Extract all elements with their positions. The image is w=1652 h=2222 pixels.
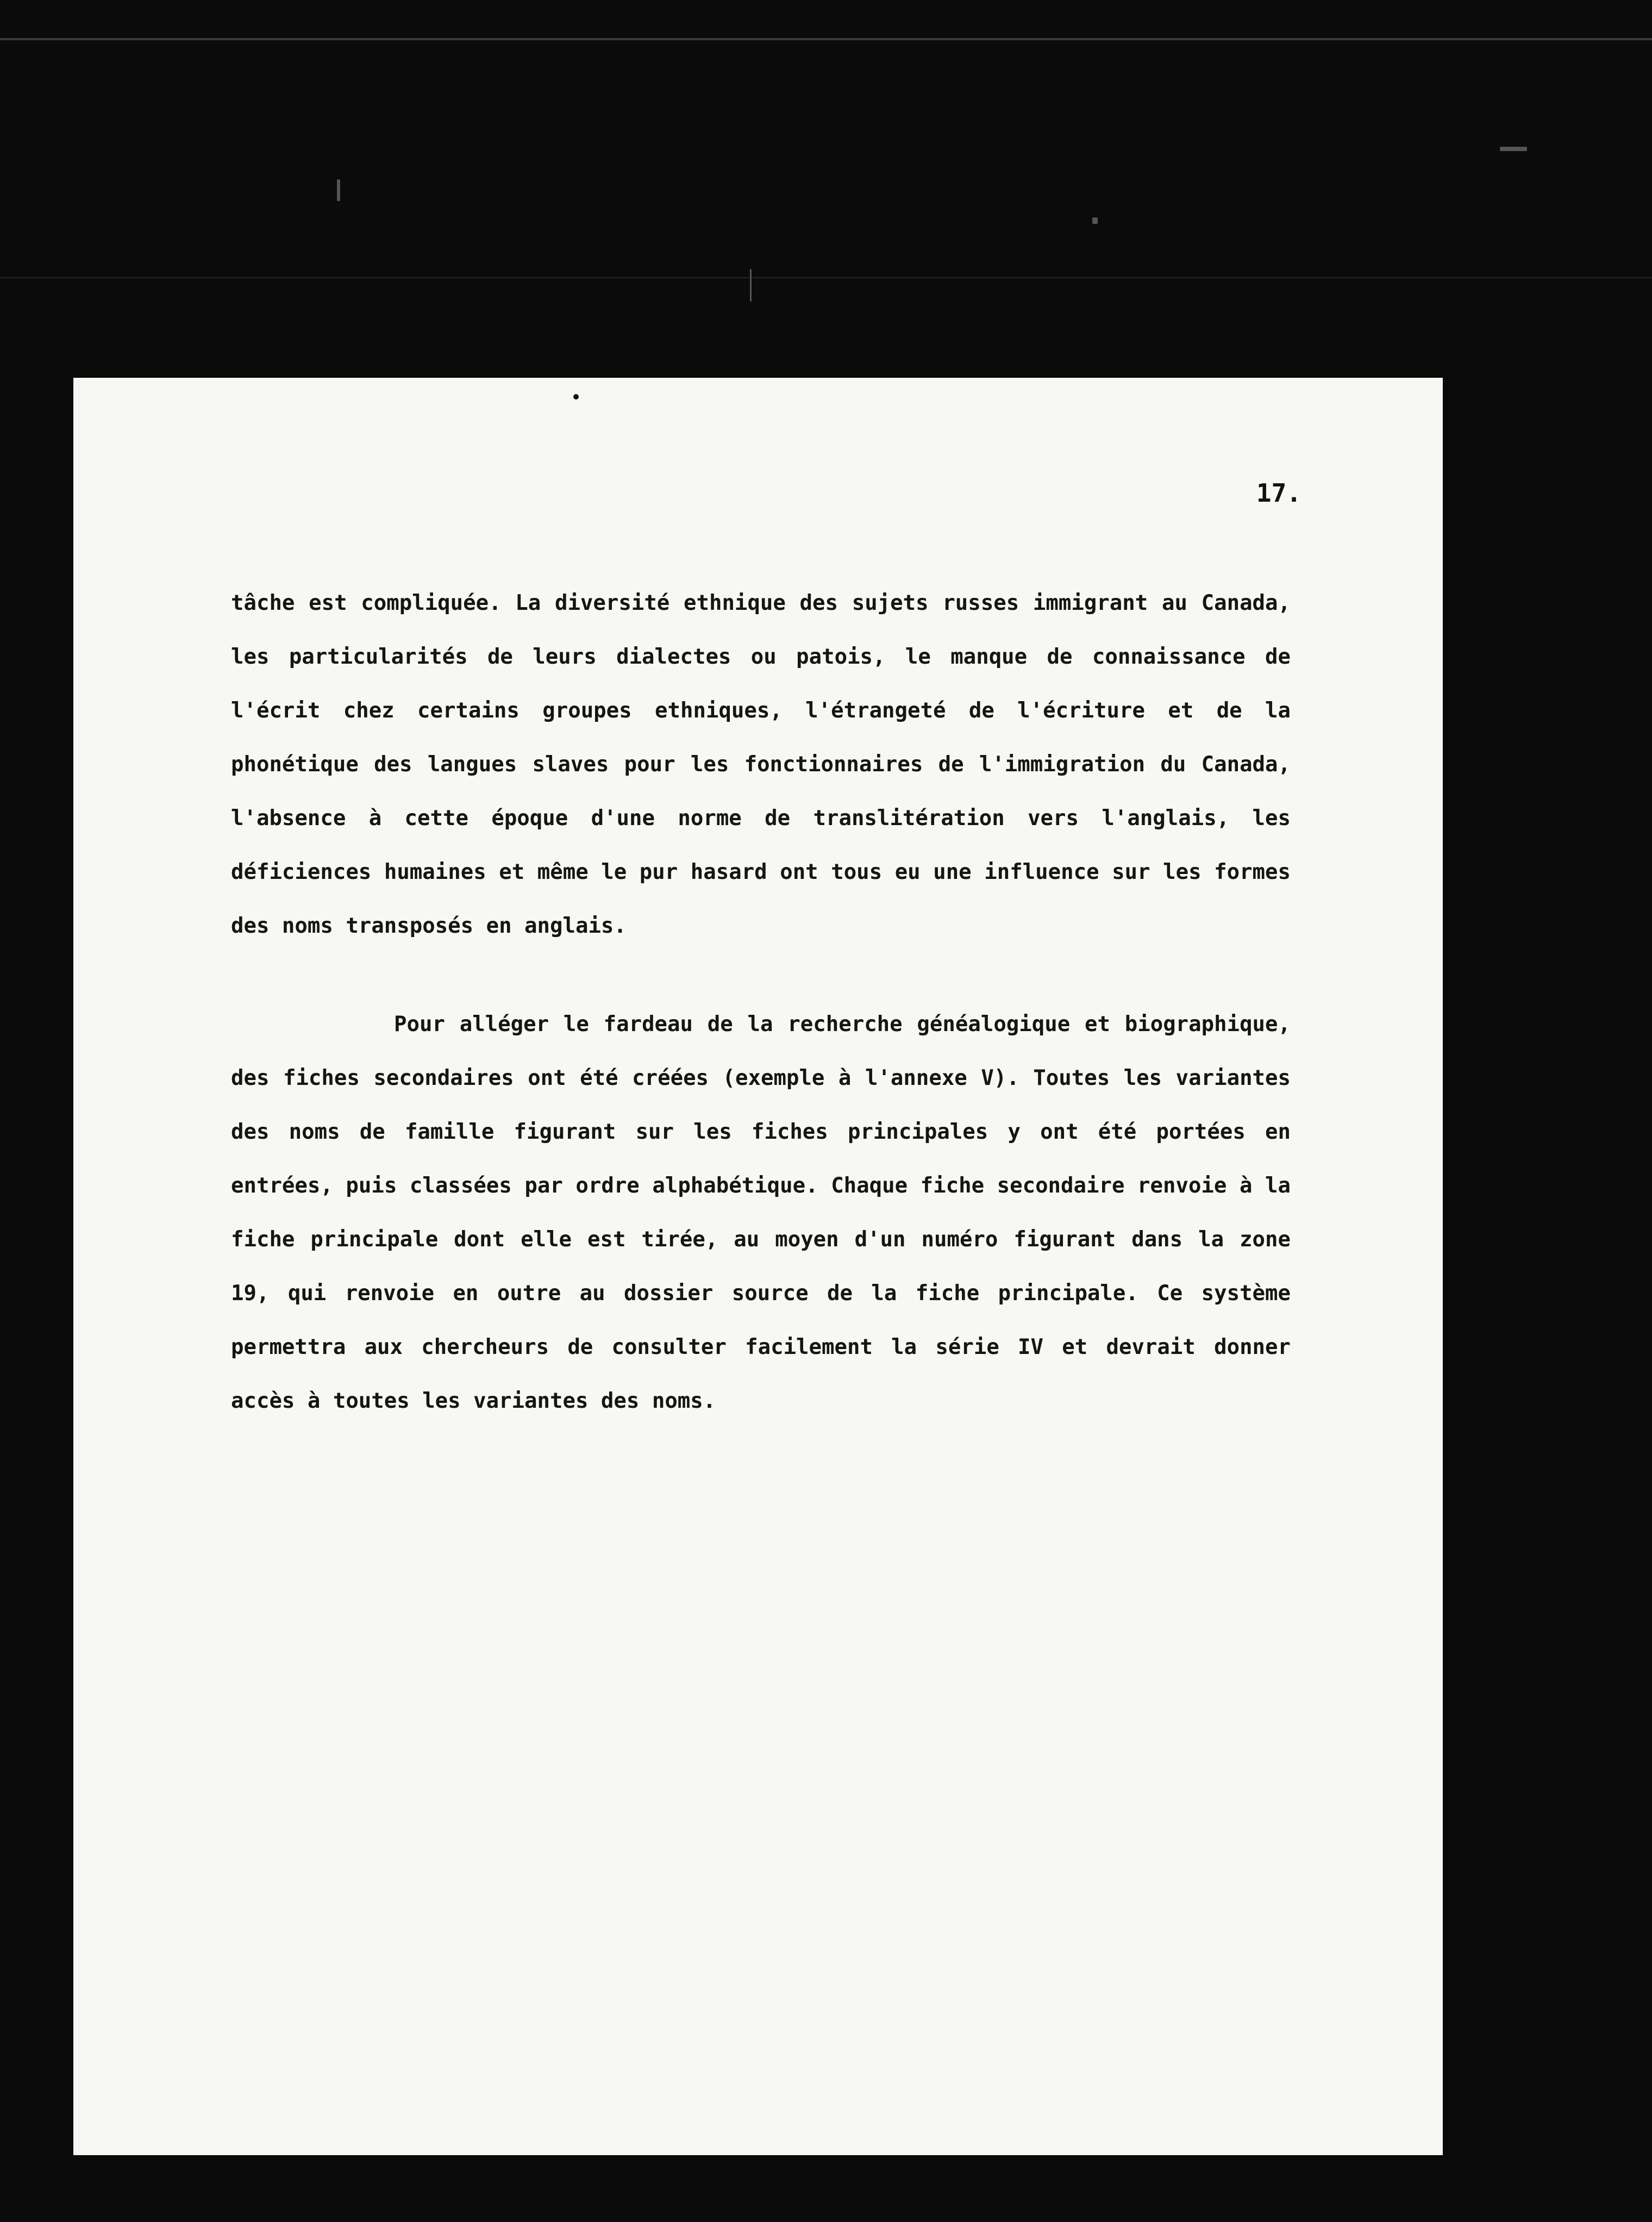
- scan-artifact: [1500, 147, 1527, 151]
- scan-artifact: [1092, 217, 1098, 224]
- scan-edge-line: [0, 277, 1652, 278]
- scan-artifact: [337, 179, 340, 201]
- scan-artifact: [750, 269, 752, 302]
- page-mark: [573, 394, 579, 400]
- document-page: [73, 378, 1443, 2155]
- scan-edge-line: [0, 38, 1652, 40]
- body-paragraph: Pour alléger le fardeau de la recherche généalogique et biographique, des fiches secondaires ont été créées (exemple à l'annexe V). Toutes les variantes des noms de famille figurant sur les fiches principales y ont été portées en entrées, puis classées par ordre alphabétique. Chaque fiche secondaire renvoie à la fiche principale dont elle est tirée, au moyen d'un numéro figurant dans la zone 19, qui renvoie en outre au dossier source de la fiche principale. Ce système permettra aux chercheurs de consulter facilement la série IV et devrait donner accès à toutes les variantes des noms.: [231, 1012, 1291, 1413]
- body-paragraph: tâche est compliquée. La diversité ethnique des sujets russes immigrant au Canada, les particularités de leurs dialectes ou patois, le manque de connaissance de l'écrit chez certains groupes ethniques, l'étrangeté de l'écriture et de la phonétique des langues slaves pour les fonctionnaires de l'immigration du Canada, l'absence à cette époque d'une norme de translitération vers l'anglais, les déficiences humaines et même le pur hasard ont tous eu une influence sur les formes des noms transposés en anglais.: [231, 591, 1291, 938]
- page-number: 17.: [1256, 478, 1301, 508]
